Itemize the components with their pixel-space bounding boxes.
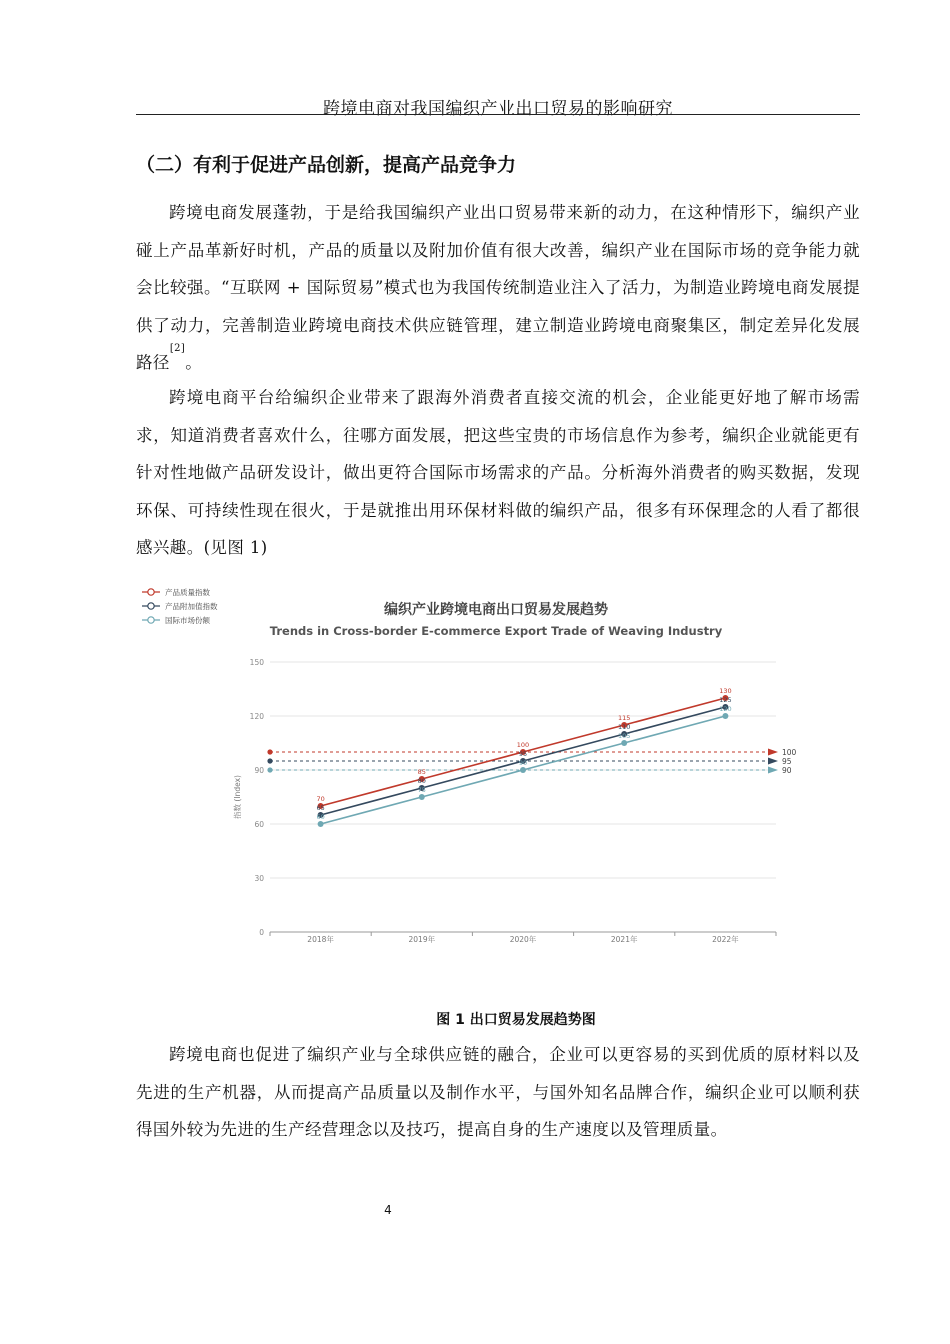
chart-subtitle: Trends in Cross-border E-commerce Export Trade of Weaving Industry <box>269 624 723 638</box>
paragraph-2: 跨境电商平台给编织企业带来了跟海外消费者直接交流的机会，企业能更好地了解市场需求，知道消费者喜欢什么，往哪方面发展，把这些宝贵的市场信息作为参考，编织企业就能更有针对性地做产品研发设计，做出更符合国际市场需求的产品。分析海外消费者的购买数据，发现环保、可持续性现在很火，于是就推出用环保材料做的编织产品，很多有环保理念的人看了都很感兴趣。(见图 1) <box>136 388 860 557</box>
data-point-2-1 <box>419 794 425 800</box>
y-tick-label: 120 <box>249 712 264 721</box>
legend-label-2: 国际市场份额 <box>165 616 210 625</box>
x-tick-label: 2021年 <box>610 935 638 944</box>
reference-line-label: 90 <box>782 766 792 775</box>
section-heading: （二）有利于促进产品创新，提高产品竞争力 <box>136 154 517 176</box>
legend-label-0: 产品质量指数 <box>165 588 210 597</box>
reference-line-arrow <box>768 749 778 756</box>
legend-marker-1 <box>148 603 154 609</box>
legend-label-1: 产品附加值指数 <box>165 602 218 611</box>
reference-line-start-marker <box>267 767 272 772</box>
paragraph-1-text: 跨境电商发展蓬勃，于是给我国编织产业出口贸易带来新的动力，在这种情形下，编织产业碰上产品革新好时机，产品的质量以及附加价值有很大改善，编织产业在国际市场的竞争能力就会比较强。“互联网 + 国际贸易”模式也为我国传统制造业注入了活力，为制造业跨境电商发展提供了动力，完善制造业跨境电商技术供应链管理，建立制造业跨境电商聚集区，制定差异化发展路径 <box>136 203 860 372</box>
paragraph-3: 跨境电商也促进了编织产业与全球供应链的融合，企业可以更容易的买到优质的原材料以及先进的生产机器，从而提高产品质量以及制作水平，与国外知名品牌合作，编织企业可以顺利获得国外较为先进的生产经营理念以及技巧，提高自身的生产速度以及管理质量。 <box>136 1045 860 1139</box>
data-point-2-3 <box>621 740 627 746</box>
data-point-2-0 <box>318 821 324 827</box>
header-rule <box>136 114 860 115</box>
reference-line-arrow <box>768 767 778 774</box>
data-label-0-3: 115 <box>617 714 631 722</box>
data-label-2-2: 90 <box>518 759 528 767</box>
paragraph-1 <box>136 194 860 382</box>
data-label-1-3: 110 <box>617 723 631 731</box>
y-axis-label: 指数 (Index) <box>233 775 242 819</box>
x-tick-label: 2019年 <box>408 935 436 944</box>
x-tick-label: 2018年 <box>307 935 334 944</box>
data-label-1-0: 65 <box>316 804 325 812</box>
y-tick-label: 0 <box>259 928 264 937</box>
data-label-1-4: 125 <box>719 696 732 704</box>
reference-line-start-marker <box>267 749 272 754</box>
data-point-2-4 <box>722 713 728 719</box>
data-label-2-0: 60 <box>316 813 325 821</box>
reference-line-start-marker <box>267 758 272 763</box>
paragraph-1-end: 。 <box>185 353 203 372</box>
reference-line-label: 100 <box>782 748 797 757</box>
reference-line-label: 95 <box>782 757 792 766</box>
data-label-0-2: 100 <box>516 741 530 749</box>
data-label-0-0: 70 <box>316 795 325 803</box>
y-tick-label: 90 <box>254 766 264 775</box>
data-label-2-4: 120 <box>719 705 732 713</box>
x-tick-label: 2022年 <box>712 935 739 944</box>
page-number: 4 <box>384 1203 392 1217</box>
data-label-1-2: 95 <box>518 750 528 758</box>
y-tick-label: 150 <box>249 658 264 667</box>
chart-title: 编织产业跨境电商出口贸易发展趋势 <box>384 602 608 618</box>
y-tick-label: 60 <box>254 820 264 829</box>
figure-caption: 图 1 出口贸易发展趋势图 <box>436 1012 596 1028</box>
data-label-1-1: 80 <box>417 777 426 785</box>
y-tick-label: 30 <box>254 874 264 883</box>
legend-marker-2 <box>148 617 154 623</box>
data-label-0-1: 85 <box>417 768 426 776</box>
running-header: 跨境电商对我国编织产业出口贸易的影响研究 <box>323 99 673 119</box>
figure-1 <box>136 578 860 948</box>
x-tick-label: 2020年 <box>509 935 537 944</box>
data-label-2-1: 75 <box>417 786 426 794</box>
trend-line-chart <box>136 578 860 948</box>
data-point-2-2 <box>520 767 526 773</box>
data-label-2-3: 105 <box>617 732 631 740</box>
reference-line-arrow <box>768 758 778 765</box>
citation-ref[interactable]: [2] <box>169 343 186 354</box>
legend-marker-0 <box>148 589 154 595</box>
data-label-0-4: 130 <box>719 687 732 695</box>
